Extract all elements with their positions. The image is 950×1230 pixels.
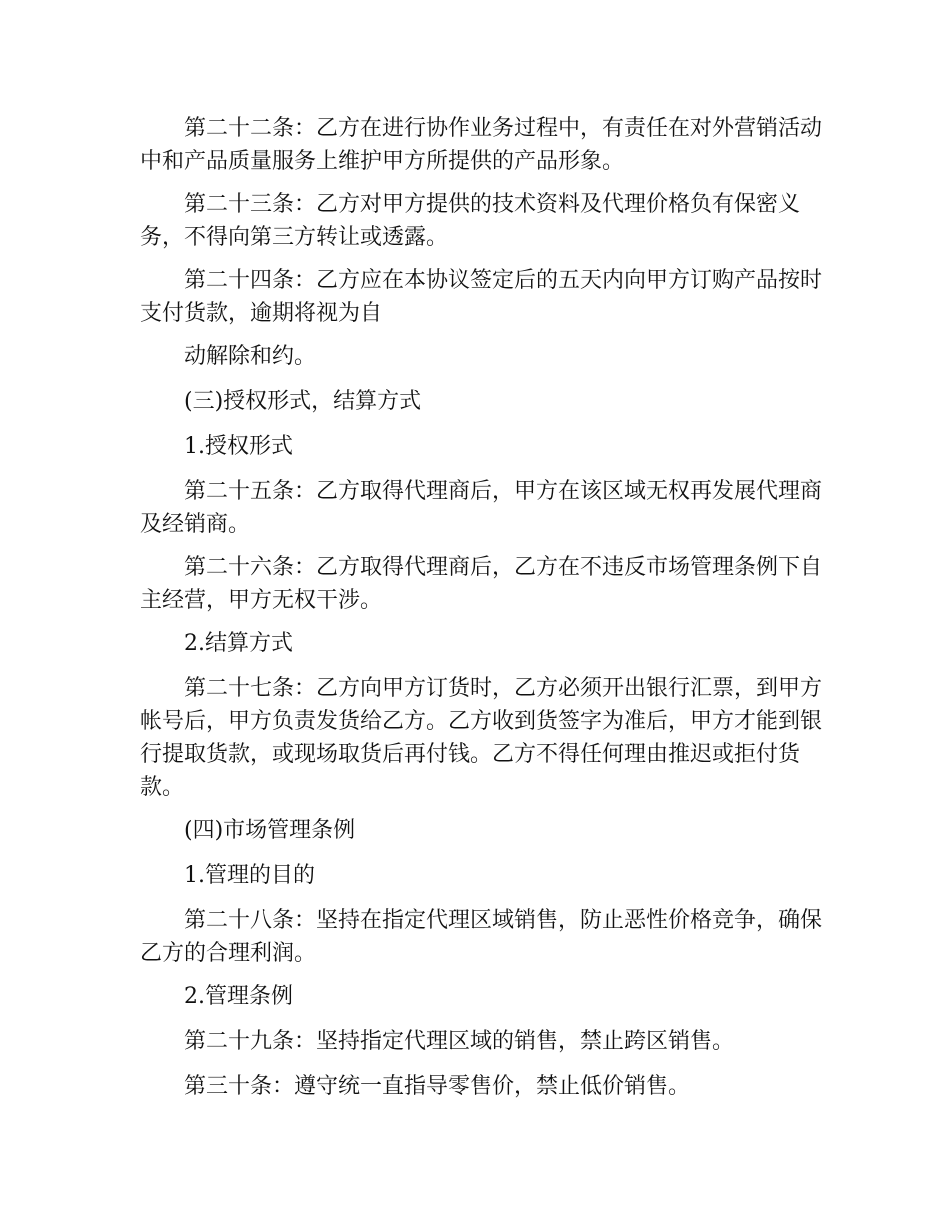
subheading-purpose: 1.管理的目的 [184, 863, 315, 888]
article-26: 第二十六条：乙方取得代理商后，乙方在不违反市场管理条例下自主经营，甲方无权干涉。 [140, 555, 823, 613]
article-28: 第二十八条：坚持在指定代理区域销售，防止恶性价格竞争，确保乙方的合理利润。 [140, 908, 823, 966]
subheading-settlement: 2.结算方式 [184, 631, 293, 656]
article-24-continued: 动解除和约。 [184, 344, 317, 369]
subheading-authorization: 1.授权形式 [184, 434, 293, 459]
section-heading-3: (三)授权形式，结算方式 [184, 389, 422, 414]
document-page [140, 112, 830, 1103]
article-27: 第二十七条：乙方向甲方订货时，乙方必须开出银行汇票，到甲方帐号后，甲方负责发货给乙方。乙方收到货签字为准后，甲方才能到银行提取货款，或现场取货后再付钱。乙方不得任何理由推迟或拒付货款。 [140, 676, 823, 800]
article-23: 第二十三条：乙方对甲方提供的技术资料及代理价格负有保密义务，不得向第三方转让或透露。 [140, 192, 801, 250]
article-22: 第二十二条：乙方在进行协作业务过程中，有责任在对外营销活动中和产品质量服务上维护甲方所提供的产品形象。 [140, 116, 823, 174]
article-29: 第二十九条：坚持指定代理区域的销售，禁止跨区销售。 [184, 1029, 735, 1054]
article-30: 第三十条：遵守统一直指导零售价，禁止低价销售。 [184, 1074, 691, 1099]
article-25: 第二十五条：乙方取得代理商后，甲方在该区域无权再发展代理商及经销商。 [140, 479, 823, 537]
section-heading-4: (四)市场管理条例 [184, 818, 356, 843]
subheading-regulations: 2.管理条例 [184, 984, 293, 1009]
article-24: 第二十四条：乙方应在本协议签定后的五天内向甲方订购产品按时支付货款，逾期将视为自 [140, 268, 823, 326]
